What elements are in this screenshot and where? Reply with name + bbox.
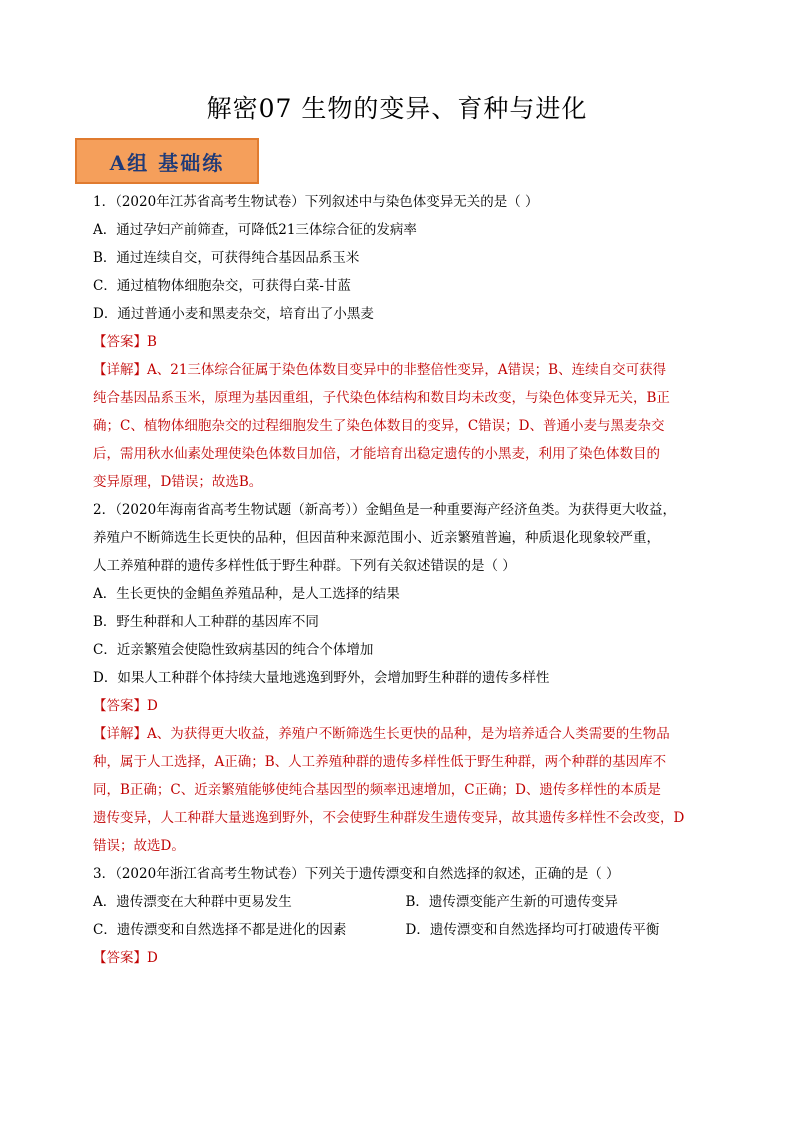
detail-line: 种，属于人工选择，A正确；B、人工养殖种群的遗传多样性低于野生种群，两个种群的基因库不 — [93, 754, 667, 770]
answer-tag: 【答案】 — [93, 698, 147, 714]
question-3 — [93, 860, 718, 972]
answer-tag: 【答案】 — [93, 334, 147, 350]
question-2 — [93, 496, 718, 860]
question-stem: 养殖户不断筛选生长更快的品种，但因苗种来源范围小、近亲繁殖普遍，种质退化现象较严重， — [93, 530, 660, 546]
detail-line: 确；C、植物体细胞杂交的过程细胞发生了染色体数目的变异，C错误；D、普通小麦与黑麦杂交 — [93, 418, 665, 434]
detail-line: 纯合基因品系玉米，原理为基因重组，子代染色体结构和数目均未改变，与染色体变异无关，B正 — [93, 390, 670, 406]
option-b: B．通过连续自交，可获得纯合基因品系玉米 — [93, 250, 360, 266]
question-stem: 2．（2020年海南省高考生物试题（新高考））金鲳鱼是一种重要海产经济鱼类。为获得更大收益， — [93, 502, 676, 518]
option-c: C．近亲繁殖会使隐性致病基因的纯合个体增加 — [93, 642, 374, 658]
detail-line: 同，B正确；C、近亲繁殖能够使纯合基因型的频率迅速增加，C正确；D、遗传多样性的本质是 — [93, 782, 661, 798]
detail-line — [93, 720, 718, 748]
question-stem: 人工养殖种群的遗传多样性低于野生种群。下列有关叙述错误的是（ ） — [93, 558, 516, 574]
option-b: B．野生种群和人工种群的基因库不同 — [93, 614, 319, 630]
option-a: A．通过孕妇产前筛查，可降低21三体综合征的发病率 — [93, 222, 417, 238]
detail-line: 错误；故选D。 — [93, 838, 185, 854]
option-d: D．如果人工种群个体持续大量地逃逸到野外，会增加野生种群的遗传多样性 — [93, 670, 550, 686]
detail-text: A、为获得更大收益，养殖户不断筛选生长更快的品种，是为培养适合人类需要的生物品 — [147, 726, 670, 742]
answer-line — [93, 692, 718, 720]
detail-line: 遗传变异，人工种群大量逃逸到野外，不会使野生种群发生遗传变异，故其遗传多样性不会改变，D — [93, 810, 685, 826]
detail-text: A、21三体综合征属于染色体数目变异中的非整倍性变异，A错误；B、连续自交可获得 — [147, 362, 667, 378]
answer-value: D — [147, 950, 158, 966]
answer-value: B — [147, 334, 157, 350]
section-badge — [75, 138, 259, 184]
option-row — [93, 916, 718, 944]
section-badge-label: A组 基础练 — [109, 150, 225, 175]
option-d: D．遗传漂变和自然选择均可打破遗传平衡 — [405, 922, 660, 938]
page-title: 解密07 生物的变异、育种与进化 — [206, 94, 588, 123]
question-stem: 1．（2020年江苏省高考生物试卷）下列叙述中与染色体变异无关的是（ ） — [93, 194, 539, 210]
option-a: A．生长更快的金鲳鱼养殖品种，是人工选择的结果 — [93, 586, 400, 602]
detail-line: 后，需用秋水仙素处理使染色体数目加倍，才能培育出稳定遗传的小黑麦，利用了染色体数目的 — [93, 446, 660, 462]
answer-tag: 【答案】 — [93, 950, 147, 966]
answer-line — [93, 944, 718, 972]
option-a: A．遗传漂变在大种群中更易发生 — [93, 894, 292, 910]
option-c: C．通过植物体细胞杂交，可获得白菜-甘蓝 — [93, 278, 351, 294]
option-row — [93, 888, 718, 916]
question-stem: 3．（2020年浙江省高考生物试卷）下列关于遗传漂变和自然选择的叙述，正确的是（ ） — [93, 866, 620, 882]
answer-value: D — [147, 698, 158, 714]
detail-line — [93, 356, 718, 384]
detail-tag: 【详解】 — [93, 726, 147, 742]
question-list — [93, 188, 718, 972]
detail-tag: 【详解】 — [93, 362, 147, 378]
question-1 — [93, 188, 718, 496]
option-d: D．通过普通小麦和黑麦杂交，培育出了小黑麦 — [93, 306, 374, 322]
detail-line: 变异原理，D错误；故选B。 — [93, 474, 263, 490]
option-c: C．遗传漂变和自然选择不都是进化的因素 — [93, 922, 347, 938]
option-b: B．遗传漂变能产生新的可遗传变异 — [405, 894, 618, 910]
answer-line — [93, 328, 718, 356]
